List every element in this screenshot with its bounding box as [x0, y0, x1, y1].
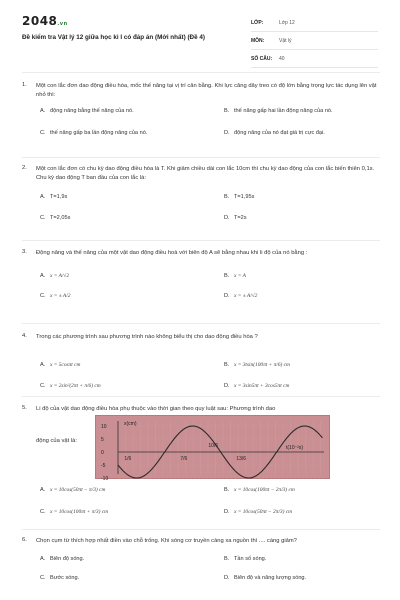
option-letter: A.: [40, 272, 46, 279]
exam-meta: [251, 14, 378, 68]
option-text: T=2s: [234, 215, 247, 221]
option-letter: C.: [40, 292, 46, 299]
option-text: x = ± A/2: [50, 292, 71, 299]
exam-title: Đề kiểm tra Vật lý 12 giữa học kì I có đáp án (Mới nhất) (Đề 4): [22, 34, 205, 41]
divider: [22, 396, 380, 397]
option-letter: C.: [40, 130, 46, 136]
meta-value: Vật lý: [279, 37, 292, 44]
oscillation-graph: [95, 415, 330, 482]
x-tick-label: 13/6: [236, 456, 247, 462]
meta-value: Lớp 12: [279, 19, 295, 26]
option-text: T=1,95s: [234, 194, 255, 200]
option-text: x = 3sin5πt + 3cos5πt cm: [234, 382, 290, 389]
option-text: x = 3tsin(100πt + π/6) cm: [234, 361, 290, 368]
question-stem: Trong các phương trình sau phương trình nào không biểu thị cho dao động điều hòa ?: [36, 334, 258, 340]
question-options: [36, 351, 382, 389]
option-c[interactable]: [40, 575, 79, 582]
question-5-options: [22, 484, 382, 518]
y-tick-label: -10: [101, 476, 109, 482]
option-letter: A.: [40, 555, 46, 562]
option-letter: C.: [40, 574, 46, 581]
question-options: [36, 108, 382, 142]
x-tick-label: 1/6: [124, 456, 132, 462]
question-number: 4.: [22, 333, 27, 339]
bottom-fade: [0, 590, 400, 600]
option-b[interactable]: [224, 362, 290, 369]
x-tick-label: 7/6: [180, 456, 188, 462]
question-2: [22, 165, 382, 225]
y-tick-labels: [101, 424, 108, 482]
option-letter: D.: [224, 382, 230, 389]
option-a[interactable]: [40, 194, 67, 201]
meta-key: SỐ CÂU:: [251, 55, 273, 62]
divider: [22, 157, 380, 158]
meta-row-count: [251, 50, 378, 68]
question-stem: Động năng và thế năng của một vật dao động điều hoà với biên độ A sẽ bằng nhau khi li độ của nó bằng :: [36, 250, 308, 256]
oscillation-graph-svg: [96, 416, 329, 482]
x-tick-labels: [124, 443, 246, 462]
meta-key: LỚP:: [251, 19, 264, 26]
option-d[interactable]: [224, 130, 325, 137]
option-letter: D.: [224, 574, 230, 581]
y-tick-label: -5: [101, 463, 106, 469]
option-c[interactable]: [40, 383, 101, 390]
y-tick-label: 0: [101, 450, 104, 456]
option-text: x = A: [234, 272, 246, 279]
option-text: Tần số sóng.: [234, 555, 267, 562]
y-tick-label: 10: [101, 424, 107, 430]
logo-suffix: .vn: [57, 21, 68, 27]
option-text: x = 10cos(50πt − π/3) cm: [50, 487, 106, 493]
question-3: [22, 249, 382, 301]
question-stem: Chọn cụm từ thích hợp nhất điền vào chỗ trống. Khi sóng cơ truyền càng xa nguồn thì .... càng giảm?: [36, 538, 297, 544]
option-b[interactable]: [224, 556, 266, 563]
option-text: x = 5cosπt cm: [50, 361, 81, 368]
meta-row-class: [251, 14, 378, 32]
option-text: T=2,05s: [50, 215, 71, 221]
option-letter: C.: [40, 509, 46, 515]
question-number: 1.: [22, 82, 27, 88]
option-text: T=1,9s: [50, 194, 68, 200]
question-number: 5.: [22, 405, 27, 411]
question-stem: Một con lắc đơn có chu kỳ dao động điều hòa là T. Khi giảm chiều dài con lắc 10cm thì chu kỳ dao động của con lắc biến thiên 0,1s. Chu kỳ dao động T ban đầu của con lắc là:: [36, 166, 375, 181]
y-tick-label: 5: [101, 437, 104, 443]
option-a[interactable]: [40, 487, 105, 494]
option-text: x = 2sin²(2πt + π/6) cm: [50, 382, 101, 389]
option-b[interactable]: [224, 273, 246, 280]
option-c[interactable]: [40, 130, 147, 137]
option-d[interactable]: [224, 293, 257, 300]
divider: [22, 72, 380, 73]
option-letter: C.: [40, 382, 46, 389]
site-logo[interactable]: [22, 14, 68, 28]
option-text: x = 10cos(100πt + π/3) cm: [50, 509, 109, 515]
option-letter: C.: [40, 215, 46, 221]
option-letter: B.: [224, 487, 230, 493]
question-stem-continued: động của vật là:: [36, 437, 77, 444]
option-c[interactable]: [40, 293, 70, 300]
option-d[interactable]: [224, 215, 247, 222]
question-options: [36, 556, 382, 590]
option-letter: B.: [224, 108, 230, 114]
option-a[interactable]: [40, 362, 80, 369]
option-text: x = A/√2: [50, 272, 70, 279]
meta-row-subject: [251, 32, 378, 50]
meta-key: MÔN:: [251, 37, 265, 44]
option-d[interactable]: [224, 383, 289, 390]
question-4: [22, 333, 382, 389]
question-options: [36, 191, 382, 225]
option-letter: B.: [224, 555, 230, 562]
divider: [22, 240, 380, 241]
option-text: thế năng gấp ba lần động năng của nó.: [50, 130, 148, 136]
option-b[interactable]: [224, 487, 295, 494]
question-stem: Một con lắc đơn dao động điều hòa, mốc thế năng tại vị trí cân bằng. Khi lực căng dây treo có độ lớn bằng trọng lực tác dụng lên vật nhỏ thì:: [36, 83, 377, 98]
question-1: [22, 82, 382, 142]
question-6: [22, 537, 382, 590]
option-a[interactable]: [40, 556, 84, 563]
option-b[interactable]: [224, 108, 333, 115]
question-options: [36, 267, 382, 301]
meta-value: 40: [279, 55, 285, 62]
x-axis-label: t(10⁻²s): [286, 445, 304, 451]
option-letter: A.: [40, 361, 46, 368]
option-letter: A.: [40, 108, 46, 114]
option-letter: A.: [40, 487, 46, 493]
option-letter: D.: [224, 130, 230, 136]
option-a[interactable]: [40, 273, 69, 280]
question-number: 3.: [22, 249, 27, 255]
y-axis-label: x(cm): [124, 421, 137, 427]
option-letter: B.: [224, 194, 230, 200]
option-text: động năng của nó đạt giá trị cực đại.: [234, 130, 325, 136]
option-c[interactable]: [40, 509, 108, 516]
option-text: x = ± A/√2: [234, 292, 258, 299]
option-c[interactable]: [40, 215, 70, 222]
x-tick-label: 10/6: [208, 443, 219, 449]
logo-text: 2048: [22, 14, 58, 28]
option-b[interactable]: [224, 194, 254, 201]
question-number: 2.: [22, 165, 27, 171]
option-text: động năng bằng thế năng của nó.: [50, 108, 134, 114]
option-d[interactable]: [224, 575, 306, 582]
option-letter: D.: [224, 215, 230, 221]
option-letter: D.: [224, 292, 230, 299]
option-a[interactable]: [40, 108, 134, 115]
option-letter: B.: [224, 361, 230, 368]
option-text: x = 10cos(100πt − 2π/3) cm: [234, 487, 295, 493]
question-number: 6.: [22, 537, 27, 543]
option-letter: D.: [224, 509, 230, 515]
option-letter: A.: [40, 194, 46, 200]
divider: [22, 529, 380, 530]
option-text: Biên độ và năng lượng sóng.: [234, 574, 307, 581]
option-text: x = 10cos(50πt − 2π/3) cm: [234, 509, 293, 515]
question-options: [36, 484, 382, 518]
question-stem: Li độ của vật dao động điều hòa phụ thuộc vào thời gian theo quy luật sau: Phương trình dao: [36, 406, 276, 412]
divider: [22, 323, 380, 324]
option-text: Biên độ sóng.: [50, 555, 85, 562]
option-text: Bước sóng.: [50, 574, 80, 581]
option-text: thế năng gấp hai lần động năng của nó.: [234, 108, 333, 114]
option-letter: B.: [224, 272, 230, 279]
option-d[interactable]: [224, 509, 292, 516]
